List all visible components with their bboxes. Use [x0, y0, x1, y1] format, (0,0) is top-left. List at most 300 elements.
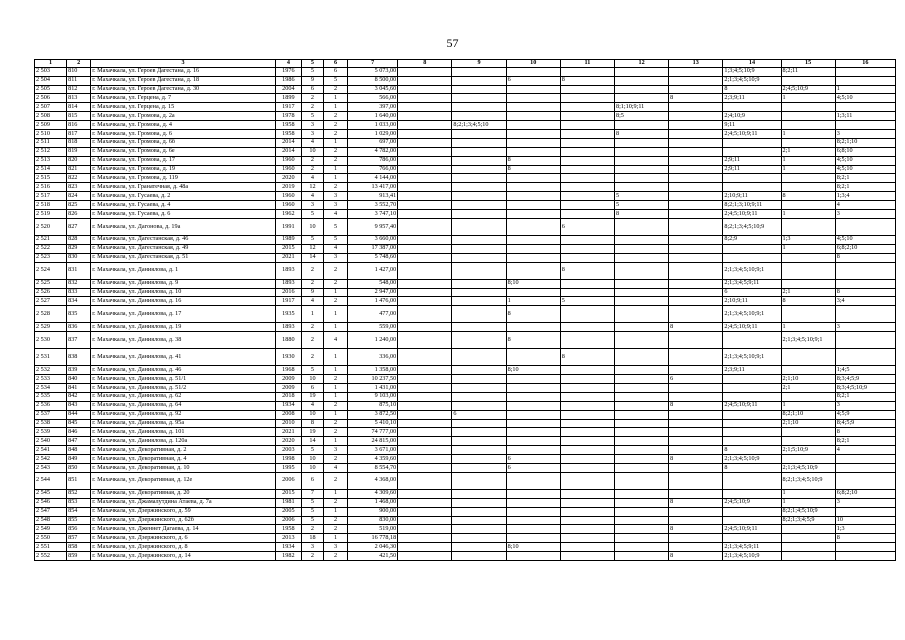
- table-cell: 6;8;2;10: [835, 244, 895, 253]
- table-cell: [614, 375, 668, 384]
- table-cell: [560, 183, 614, 192]
- table-cell: 2 551: [35, 543, 67, 552]
- table-cell: [669, 419, 723, 428]
- table-cell: 8;2;1;3;4;5;10: [452, 121, 506, 130]
- column-header: 2: [67, 60, 91, 68]
- table-cell: [398, 235, 452, 244]
- table-cell: 8: [560, 76, 614, 85]
- table-cell: г. Махачкала, ул. Даниялова, д. 38: [91, 332, 276, 349]
- table-cell: 24 815,00: [348, 437, 398, 446]
- table-cell: 1899: [275, 94, 301, 103]
- table-cell: [781, 306, 835, 323]
- table-cell: [398, 419, 452, 428]
- column-header: 12: [614, 60, 668, 68]
- table-cell: [669, 366, 723, 375]
- table-cell: г. Махачкала, ул. Дзержинского, д. 6: [91, 534, 276, 543]
- table-cell: 5: [614, 201, 668, 210]
- table-cell: 835: [67, 306, 91, 323]
- table-cell: [398, 201, 452, 210]
- table-cell: 817: [67, 130, 91, 139]
- table-cell: [781, 174, 835, 183]
- table-cell: 2 533: [35, 375, 67, 384]
- table-cell: [781, 121, 835, 130]
- table-cell: [835, 279, 895, 288]
- table-cell: [506, 112, 560, 121]
- table-cell: 3: [323, 543, 347, 552]
- table-cell: г. Махачкала, ул. Даниялова, д. 19: [91, 323, 276, 332]
- table-cell: 843: [67, 401, 91, 410]
- table-cell: [452, 455, 506, 464]
- table-cell: 6: [723, 288, 781, 297]
- table-cell: [781, 455, 835, 464]
- table-cell: [614, 183, 668, 192]
- table-cell: 2020: [275, 437, 301, 446]
- table-cell: 5: [323, 235, 347, 244]
- table-cell: [669, 383, 723, 392]
- table-cell: 2005: [275, 507, 301, 516]
- table-cell: 1978: [275, 112, 301, 121]
- table-cell: 2: [323, 375, 347, 384]
- table-cell: 845: [67, 419, 91, 428]
- table-cell: [560, 446, 614, 455]
- table-cell: 1: [323, 489, 347, 498]
- table-cell: [506, 235, 560, 244]
- table-cell: 852: [67, 489, 91, 498]
- table-cell: 850: [67, 463, 91, 472]
- table-cell: г. Махачкала, ул. Дзержинского, д. 14: [91, 552, 276, 561]
- table-cell: [835, 67, 895, 76]
- table-cell: [669, 279, 723, 288]
- table-cell: 5 748,60: [348, 253, 398, 262]
- table-cell: 2004: [275, 85, 301, 94]
- table-cell: [452, 332, 506, 349]
- table-cell: 1880: [275, 332, 301, 349]
- table-cell: г. Махачкала, ул. Джамалутдина Атаева, д. 7а: [91, 498, 276, 507]
- table-cell: [669, 332, 723, 349]
- table-cell: 1982: [275, 552, 301, 561]
- table-cell: 858: [67, 543, 91, 552]
- table-cell: [398, 253, 452, 262]
- table-cell: 4: [301, 401, 323, 410]
- table-row: [35, 383, 896, 392]
- table-row: [35, 489, 896, 498]
- table-cell: 2: [323, 121, 347, 130]
- table-cell: [781, 534, 835, 543]
- table-cell: [781, 138, 835, 147]
- table-cell: 2 537: [35, 410, 67, 419]
- table-cell: [398, 489, 452, 498]
- table-cell: 2 540: [35, 437, 67, 446]
- table-cell: 5: [323, 218, 347, 235]
- table-cell: 855: [67, 516, 91, 525]
- table-cell: [669, 306, 723, 323]
- table-cell: [669, 516, 723, 525]
- table-cell: 830,00: [348, 516, 398, 525]
- column-header: 11: [560, 60, 614, 68]
- table-cell: [614, 253, 668, 262]
- table-cell: г. Махачкала, ул. Дженнет Дагаева, д. 14: [91, 525, 276, 534]
- table-cell: 813: [67, 94, 91, 103]
- table-cell: [506, 419, 560, 428]
- table-cell: [723, 147, 781, 156]
- table-cell: г. Махачкала, ул. Даниялова, д. 120а: [91, 437, 276, 446]
- table-cell: [723, 507, 781, 516]
- table-cell: 9: [301, 288, 323, 297]
- table-cell: 2: [323, 472, 347, 489]
- table-cell: [723, 332, 781, 349]
- table-cell: [506, 383, 560, 392]
- table-cell: [723, 419, 781, 428]
- table-cell: [614, 472, 668, 489]
- table-cell: 1 029,00: [348, 130, 398, 139]
- table-cell: [452, 218, 506, 235]
- table-cell: [835, 455, 895, 464]
- table-cell: [669, 446, 723, 455]
- table-cell: 856: [67, 525, 91, 534]
- table-cell: 1: [323, 165, 347, 174]
- table-cell: 566,00: [348, 94, 398, 103]
- table-cell: 1: [323, 410, 347, 419]
- column-header: 10: [506, 60, 560, 68]
- table-cell: 3: [835, 323, 895, 332]
- table-cell: 1 431,00: [348, 383, 398, 392]
- table-cell: [560, 244, 614, 253]
- table-cell: [835, 463, 895, 472]
- table-cell: [506, 174, 560, 183]
- table-row: [35, 419, 896, 428]
- table-cell: г. Махачкала, ул. Декоративная, д. 2: [91, 446, 276, 455]
- table-cell: 849: [67, 455, 91, 464]
- table-cell: 838: [67, 349, 91, 366]
- table-cell: 6: [506, 76, 560, 85]
- table-cell: 9;11: [723, 121, 781, 130]
- table-cell: 4: [301, 192, 323, 201]
- table-cell: 1 476,00: [348, 297, 398, 306]
- table-cell: [781, 525, 835, 534]
- table-cell: 2006: [275, 516, 301, 525]
- table-cell: 8: [669, 525, 723, 534]
- table-cell: 1: [323, 534, 347, 543]
- table-cell: [835, 306, 895, 323]
- table-cell: 10: [835, 516, 895, 525]
- table-cell: 2: [323, 525, 347, 534]
- table-cell: 2;4;10;9: [723, 112, 781, 121]
- table-cell: [398, 410, 452, 419]
- table-cell: 1: [781, 156, 835, 165]
- table-cell: 2: [301, 165, 323, 174]
- table-cell: 3 552,70: [348, 201, 398, 210]
- table-cell: 2 508: [35, 112, 67, 121]
- table-cell: [452, 306, 506, 323]
- table-cell: [560, 419, 614, 428]
- table-row: [35, 375, 896, 384]
- table-cell: г. Махачкала, ул. Громова, д. 17: [91, 156, 276, 165]
- table-cell: 3 045,60: [348, 85, 398, 94]
- table-cell: г. Махачкала, ул. Громова, д. 119: [91, 174, 276, 183]
- table-cell: [669, 183, 723, 192]
- table-cell: [614, 244, 668, 253]
- table-cell: 2: [323, 279, 347, 288]
- table-cell: [452, 383, 506, 392]
- table-cell: [452, 428, 506, 437]
- table-cell: [506, 218, 560, 235]
- table-cell: 2: [323, 552, 347, 561]
- table-cell: [452, 463, 506, 472]
- table-cell: [398, 192, 452, 201]
- table-cell: 2 510: [35, 130, 67, 139]
- table-cell: 1 640,00: [348, 112, 398, 121]
- table-cell: 8;2;1;3;4;5;9: [781, 516, 835, 525]
- table-cell: [669, 349, 723, 366]
- table-cell: 3: [835, 210, 895, 219]
- table-cell: [723, 375, 781, 384]
- table-cell: [560, 235, 614, 244]
- table-cell: 5 410,10: [348, 419, 398, 428]
- table-cell: 2;1;3;4;5;9;11: [723, 543, 781, 552]
- table-cell: 851: [67, 472, 91, 489]
- table-cell: [452, 147, 506, 156]
- table-cell: [669, 156, 723, 165]
- table-cell: 6: [560, 218, 614, 235]
- table-cell: [452, 112, 506, 121]
- table-cell: [560, 121, 614, 130]
- table-cell: [669, 103, 723, 112]
- table-cell: 2;1;3;4;5;10;9;1: [723, 306, 781, 323]
- column-header: 3: [91, 60, 276, 68]
- table-cell: 875,10: [348, 401, 398, 410]
- table-cell: [614, 121, 668, 130]
- table-cell: [560, 201, 614, 210]
- table-cell: [506, 349, 560, 366]
- table-cell: 811: [67, 76, 91, 85]
- table-cell: 3: [835, 498, 895, 507]
- table-cell: 900,00: [348, 507, 398, 516]
- table-cell: 4 368,00: [348, 472, 398, 489]
- table-cell: 2;9;11: [723, 165, 781, 174]
- table-cell: 8;2;1: [835, 392, 895, 401]
- table-cell: [452, 94, 506, 103]
- table-cell: г. Махачкала, ул. Даниялова, д. 17: [91, 306, 276, 323]
- table-cell: 8;2;1;10: [781, 410, 835, 419]
- table-cell: 1: [323, 507, 347, 516]
- table-cell: [781, 543, 835, 552]
- table-cell: 8: [781, 297, 835, 306]
- table-cell: [614, 288, 668, 297]
- table-cell: 4;5;10: [835, 165, 895, 174]
- table-cell: [506, 516, 560, 525]
- table-cell: 4 309,60: [348, 489, 398, 498]
- table-cell: [560, 147, 614, 156]
- table-cell: 2 543: [35, 463, 67, 472]
- table-cell: [506, 244, 560, 253]
- table-cell: [723, 428, 781, 437]
- table-row: [35, 262, 896, 279]
- table-cell: [452, 297, 506, 306]
- table-cell: [560, 67, 614, 76]
- table-cell: [614, 235, 668, 244]
- table-cell: [560, 428, 614, 437]
- table-cell: [614, 85, 668, 94]
- table-cell: [560, 463, 614, 472]
- table-cell: [614, 76, 668, 85]
- table-cell: [560, 375, 614, 384]
- table-cell: 1998: [275, 455, 301, 464]
- table-cell: 2014: [275, 138, 301, 147]
- table-cell: 2 506: [35, 94, 67, 103]
- table-cell: 8: [506, 165, 560, 174]
- table-cell: 1934: [275, 543, 301, 552]
- table-cell: [398, 67, 452, 76]
- table-cell: 14: [301, 253, 323, 262]
- table-row: [35, 332, 896, 349]
- table-cell: [506, 253, 560, 262]
- table-cell: г. Махачкала, ул. Громова, д. 6б: [91, 138, 276, 147]
- table-cell: [398, 392, 452, 401]
- table-cell: [723, 534, 781, 543]
- table-cell: [560, 392, 614, 401]
- table-row: [35, 507, 896, 516]
- table-cell: 6;8;2;10: [835, 489, 895, 498]
- table-cell: 2 947,00: [348, 288, 398, 297]
- table-cell: [781, 183, 835, 192]
- table-cell: 2;1;3;4;5;9;11: [723, 279, 781, 288]
- table-cell: 848: [67, 446, 91, 455]
- table-row: [35, 455, 896, 464]
- table-cell: г. Махачкала, ул. Герцена, д. 15: [91, 103, 276, 112]
- table-cell: 2 529: [35, 323, 67, 332]
- table-cell: 8: [614, 210, 668, 219]
- table-cell: 2008: [275, 410, 301, 419]
- table-cell: г. Махачкала, ул. Даниялова, д. 41: [91, 349, 276, 366]
- table-cell: 8 500,00: [348, 76, 398, 85]
- table-cell: 3: [323, 253, 347, 262]
- table-cell: 2 530: [35, 332, 67, 349]
- table-cell: 8: [669, 401, 723, 410]
- table-cell: [723, 253, 781, 262]
- table-cell: 519,00: [348, 525, 398, 534]
- table-cell: г. Махачкала, ул. Даниялова, д. 92: [91, 410, 276, 419]
- table-cell: [560, 130, 614, 139]
- table-cell: 2: [323, 85, 347, 94]
- table-cell: 8: [560, 262, 614, 279]
- table-cell: [614, 446, 668, 455]
- table-cell: [560, 103, 614, 112]
- table-cell: 2 511: [35, 138, 67, 147]
- table-cell: 1;3;4: [835, 192, 895, 201]
- table-cell: [669, 392, 723, 401]
- table-cell: 6: [301, 85, 323, 94]
- table-cell: [398, 366, 452, 375]
- table-row: [35, 201, 896, 210]
- table-cell: [398, 428, 452, 437]
- table-cell: 2;1;3;4;5;10;9;1: [781, 332, 835, 349]
- table-cell: 8;2;1;10: [835, 138, 895, 147]
- table-cell: [398, 552, 452, 561]
- table-cell: 840: [67, 375, 91, 384]
- table-cell: [452, 552, 506, 561]
- table-row: [35, 147, 896, 156]
- table-cell: г. Махачкала, ул. Герцена, д. 7: [91, 94, 276, 103]
- table-cell: 4: [323, 244, 347, 253]
- table-cell: 1958: [275, 130, 301, 139]
- table-cell: 8: [723, 446, 781, 455]
- table-cell: 2: [323, 428, 347, 437]
- table-cell: [781, 76, 835, 85]
- table-cell: 8;2;1;3;4;5;10;9: [781, 472, 835, 489]
- table-cell: 5: [301, 235, 323, 244]
- table-cell: [835, 121, 895, 130]
- table-cell: 836: [67, 323, 91, 332]
- table-cell: 1934: [275, 401, 301, 410]
- table-cell: 2 531: [35, 349, 67, 366]
- table-cell: 823: [67, 183, 91, 192]
- table-cell: [560, 401, 614, 410]
- table-cell: 1: [301, 306, 323, 323]
- table-cell: 5: [301, 112, 323, 121]
- table-cell: [398, 183, 452, 192]
- table-cell: 8: [506, 156, 560, 165]
- table-cell: [723, 244, 781, 253]
- table-cell: 2;1;3;4;5;10;9: [723, 552, 781, 561]
- table-cell: [560, 253, 614, 262]
- table-cell: 854: [67, 507, 91, 516]
- table-cell: 5: [301, 67, 323, 76]
- table-cell: г. Махачкала, ул. Дагонова, д. 19а: [91, 218, 276, 235]
- table-cell: [452, 253, 506, 262]
- table-cell: 397,00: [348, 103, 398, 112]
- table-cell: [560, 306, 614, 323]
- table-cell: 2 509: [35, 121, 67, 130]
- table-cell: г. Махачкала, ул. Гранатечная, д. 48а: [91, 183, 276, 192]
- table-cell: 2;4;5;10;9: [723, 498, 781, 507]
- table-cell: г. Махачкала, ул. Гусаева, д. 6: [91, 210, 276, 219]
- table-cell: [398, 455, 452, 464]
- table-cell: 8;2;1;3;10;9;11: [723, 201, 781, 210]
- table-cell: 2 516: [35, 183, 67, 192]
- table-cell: 8: [723, 463, 781, 472]
- table-cell: 2;3;9;11: [723, 366, 781, 375]
- table-cell: 2 525: [35, 279, 67, 288]
- table-cell: 3 872,50: [348, 410, 398, 419]
- table-cell: 3: [301, 201, 323, 210]
- table-cell: 8;2;1: [835, 183, 895, 192]
- table-row: [35, 218, 896, 235]
- table-row: [35, 516, 896, 525]
- table-cell: 2020: [275, 174, 301, 183]
- table-cell: 2016: [275, 288, 301, 297]
- table-row: [35, 183, 896, 192]
- table-cell: 2 523: [35, 253, 67, 262]
- table-cell: [560, 516, 614, 525]
- table-cell: [560, 288, 614, 297]
- table-cell: г. Махачкала, ул. Декоративная, д. 12е: [91, 472, 276, 489]
- table-cell: 1 358,00: [348, 366, 398, 375]
- table-cell: [669, 121, 723, 130]
- table-cell: 2;1: [781, 288, 835, 297]
- table-cell: 857: [67, 534, 91, 543]
- table-cell: 1: [323, 138, 347, 147]
- table-cell: г. Махачкала, ул. Гусаева, д. 4: [91, 201, 276, 210]
- table-cell: [723, 516, 781, 525]
- table-cell: 1;3: [835, 525, 895, 534]
- table-cell: 2: [323, 130, 347, 139]
- table-cell: 8: [669, 552, 723, 561]
- table-cell: [560, 534, 614, 543]
- column-header: 6: [323, 60, 347, 68]
- table-cell: 2 046,30: [348, 543, 398, 552]
- table-cell: 2021: [275, 428, 301, 437]
- table-cell: 2: [301, 323, 323, 332]
